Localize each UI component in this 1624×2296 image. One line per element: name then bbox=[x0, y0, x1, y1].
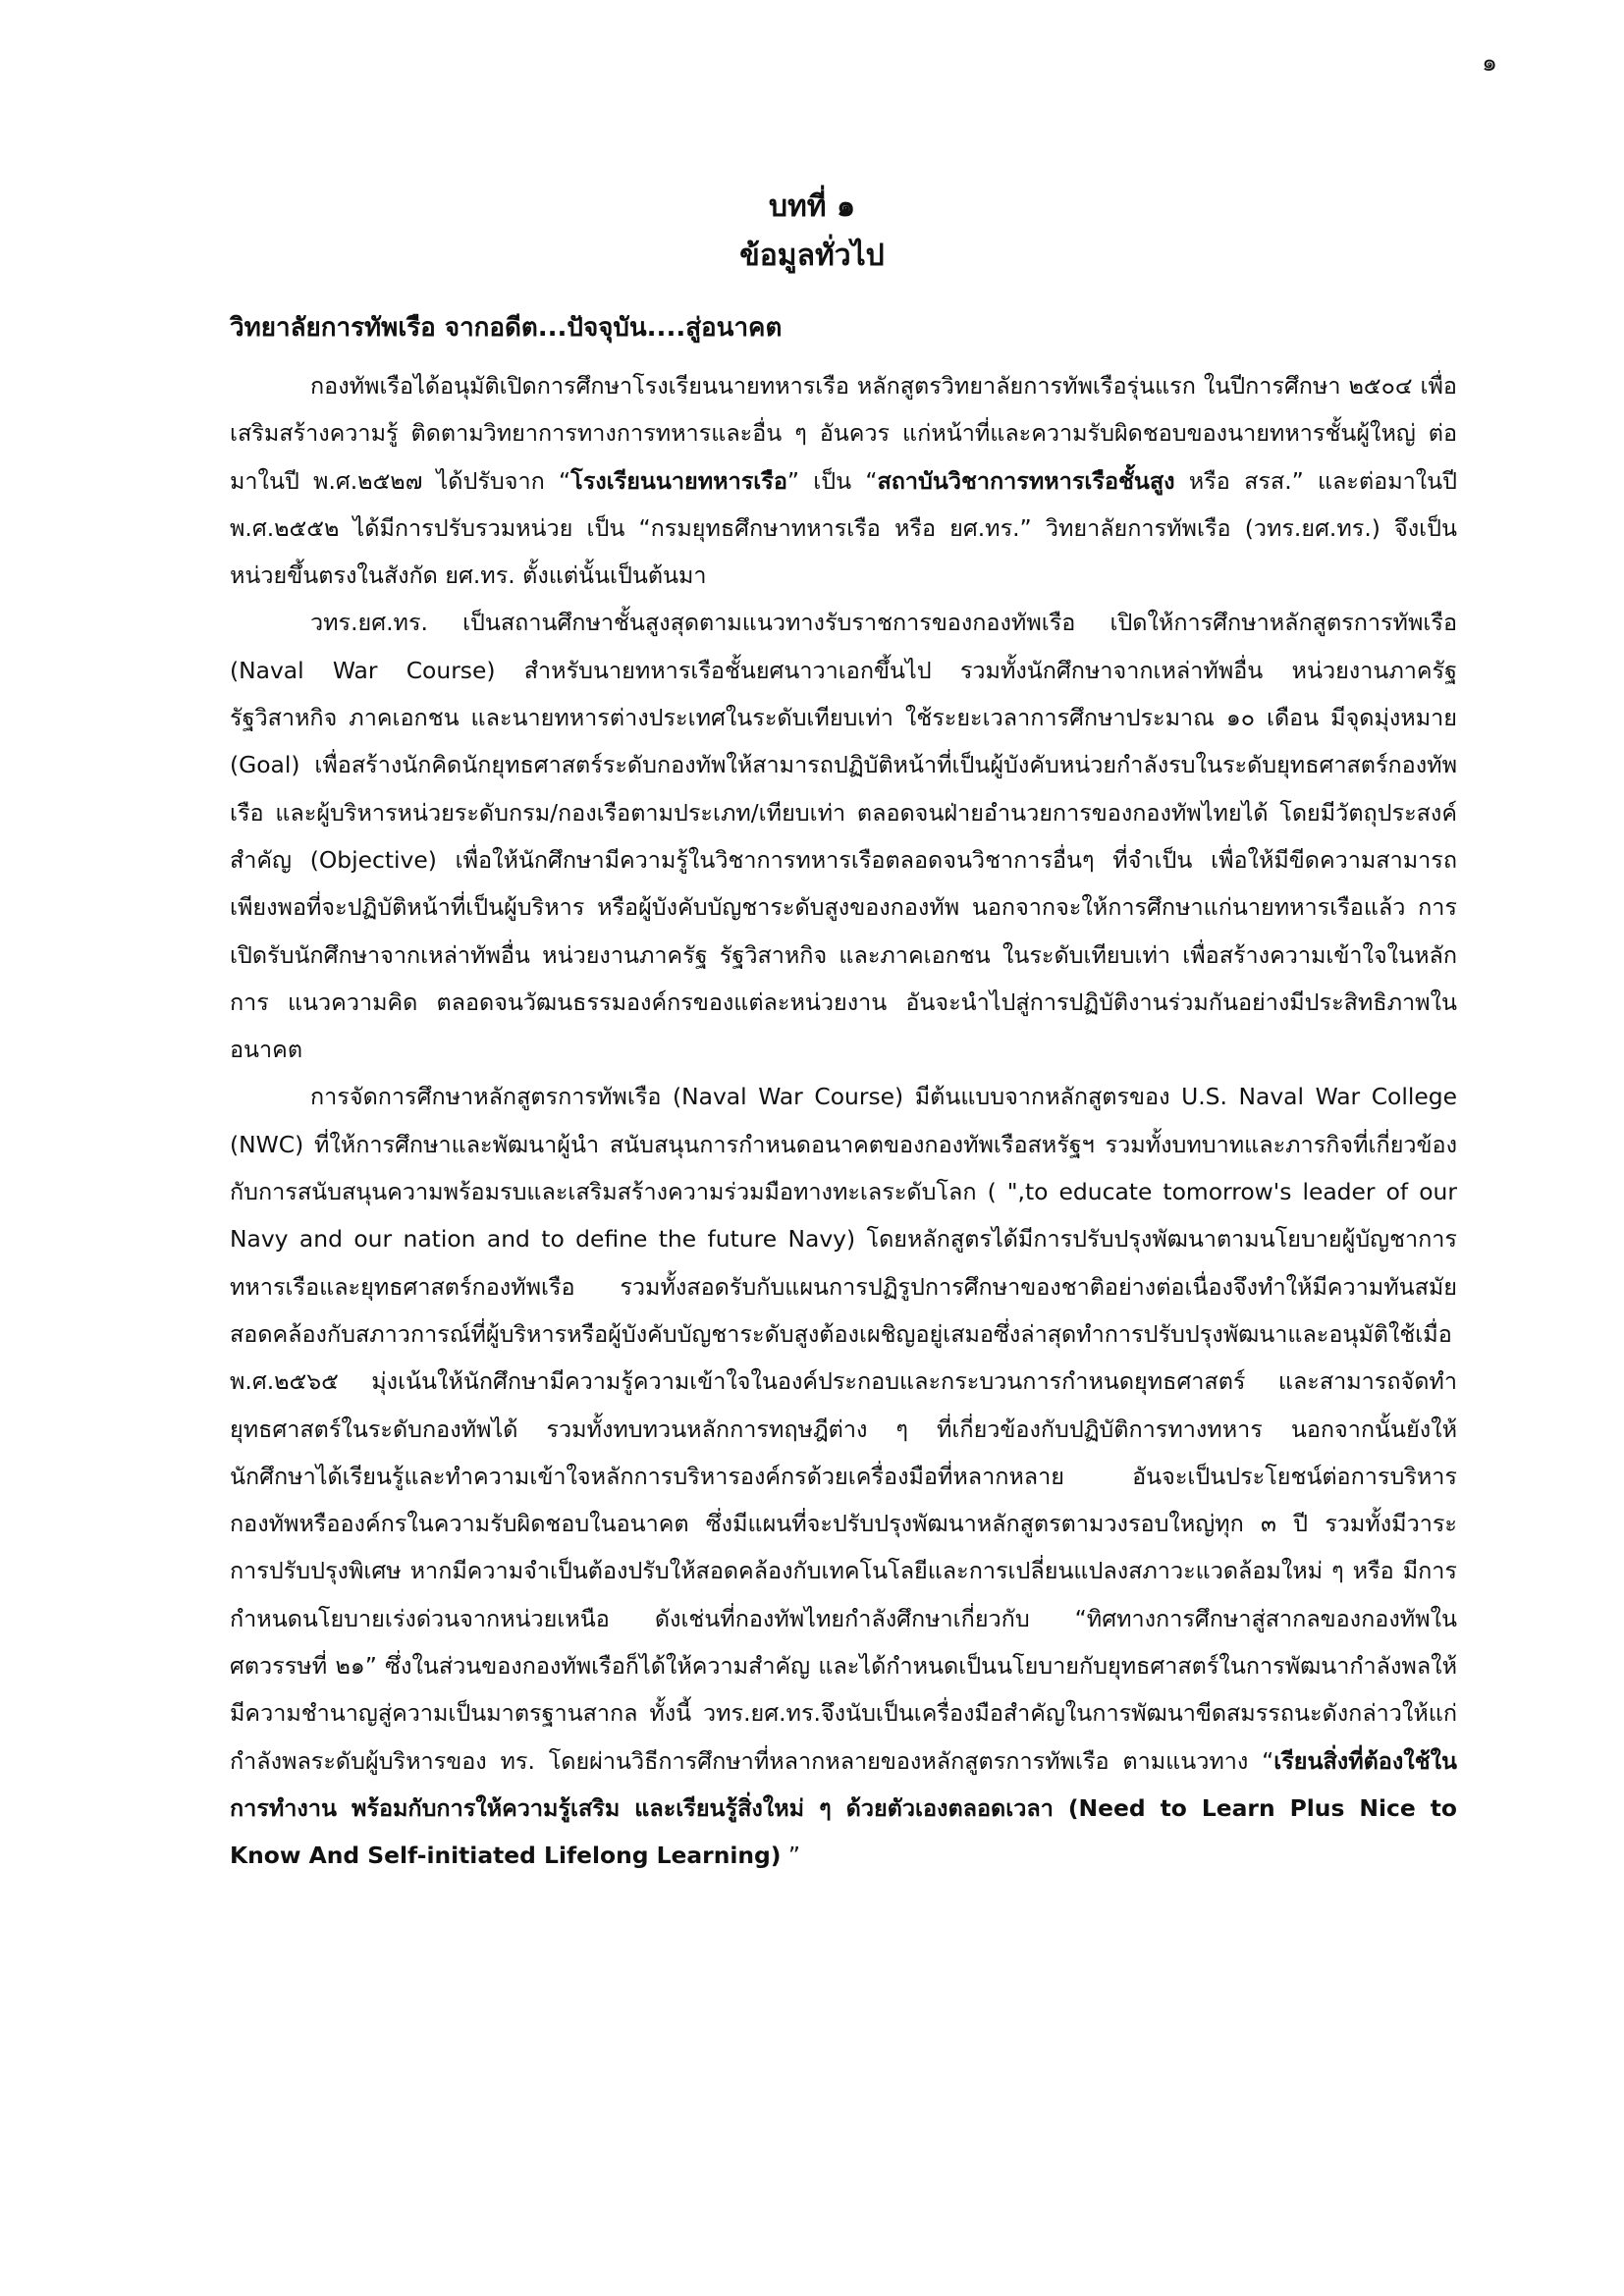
paragraph-curriculum-text-c: ” bbox=[781, 1842, 801, 1870]
paragraph-history-bold-school: โรงเรียนนายทหารเรือ bbox=[570, 466, 787, 495]
paragraph-curriculum-bold-motto: เรียนสิ่งที่ต้องใช้ในการทำงาน พร้อมกับการให้ความรู้เสริม และเรียนรู้สิ่งใหม่ ๆ ด้วยตัวเองตลอดเวลา (Need to Learn Plus Nice to Know And Self-initiated Lifelong Learning) bbox=[230, 1746, 1457, 1870]
paragraph-history-bold-institute: สถาบันวิชาการทหารเรือชั้นสูง bbox=[877, 466, 1175, 495]
body-text bbox=[230, 304, 1457, 1880]
chapter-title: บทที่ ๑ bbox=[768, 189, 856, 224]
paragraph-mission: วทร.ยศ.ทร. เป็นสถานศึกษาชั้นสูงสุดตามแนวทางรับราชการของกองทัพเรือ เปิดให้การศึกษาหลักสูตรการทัพเรือ (Naval War Course) สำหรับนายทหารเรือชั้นยศนาวาเอกขึ้นไป รวมทั้งนักศึกษาจากเหล่าทัพอื่น หน่วยงานภาครัฐ รัฐวิสาหกิจ ภาคเอกชน และนายทหารต่างประเทศในระดับเทียบเท่า ใช้ระยะเวลาการศึกษาประมาณ ๑๐ เดือน มีจุดมุ่งหมาย (Goal) เพื่อสร้างนักคิดนักยุทธศาสตร์ระดับกองทัพให้สามารถปฏิบัติหน้าที่เป็นผู้บังคับหน่วยกำลังรบในระดับยุทธศาสตร์กองทัพเรือ และผู้บริหารหน่วยระดับกรม/กองเรือตามประเภท/เทียบเท่า ตลอดจนฝ่ายอำนวยการของกองทัพไทยได้ โดยมีวัตถุประสงค์สำคัญ (Objective) เพื่อให้นักศึกษามีความรู้ในวิชาการทหารเรือตลอดจนวิชาการอื่นๆ ที่จำเป็น เพื่อให้มีขีดความสามารถเพียงพอที่จะปฏิบัติหน้าที่เป็นผู้บริหาร หรือผู้บังคับบัญชาระดับสูงของกองทัพ นอกจากจะให้การศึกษาแก่นายทหารเรือแล้ว การเปิดรับนักศึกษาจากเหล่าทัพอื่น หน่วยงานภาครัฐ รัฐวิสาหกิจ และภาคเอกชน ในระดับเทียบเท่า เพื่อสร้างความเข้าใจในหลักการ แนวความคิด ตลอดจนวัฒนธรรมองค์กรของแต่ละหน่วยงาน อันจะนำไปสู่การปฏิบัติงานร่วมกันอย่างมีประสิทธิภาพในอนาคต bbox=[230, 609, 1457, 1064]
paragraph-history bbox=[230, 362, 1457, 599]
chapter-heading bbox=[0, 183, 1624, 281]
paragraph-curriculum-text-a: การจัดการศึกษาหลักสูตรการทัพเรือ (Naval War Course) มีต้นแบบจากหลักสูตรของ U.S. Naval War College (NWC) ที่ให้การศึกษาและพัฒนาผู้นำ สนับสนุนการกำหนดอนาคตของกองทัพเรือสหรัฐฯ รวมทั้งบทบาทและภารกิจที่เกี่ยวข้องกับการสนับสนุนความพร้อมรบและเสริมสร้างความร่วมมือทางทะเลระดับโลก ( ",to educate tomorrow's leader of our Navy and our nation and to define the future Navy) โดยหลักสูตรได้มีการปรับปรุงพัฒนาตามนโยบายผู้บัญชาการทหารเรือและยุทธศาสตร์กองทัพเรือ รวมทั้งสอดรับกับแผนการปฏิรูปการศึกษาของชาติอย่างต่อเนื่องจึงทำให้มีความทันสมัย สอดคล้องกับสภาวการณ์ที่ผู้บริหารหรือผู้บังคับบัญชาระดับสูงต้องเผชิญอยู่เสมอซึ่งล่าสุดทำการปรับปรุงพัฒนาและอนุมัติใช้เมื่อ พ.ศ.๒๕๖๕ มุ่งเน้นให้นักศึกษามีความรู้ความเข้าใจในองค์ประกอบและกระบวนการกำหนดยุทธศาสตร์ และสามารถจัดทำยุทธศาสตร์ในระดับกองทัพได้ รวมทั้งทบทวนหลักการทฤษฎีต่าง ๆ ที่เกี่ยวข้องกับปฏิบัติการทางทหาร นอกจากนั้นยังให้นักศึกษาได้เรียนรู้และทำความเข้าใจหลักการบริหารองค์กรด้วยเครื่องมือที่หลากหลาย อันจะเป็นประโยชน์ต่อการบริหารกองทัพหรือองค์กรในความรับผิดชอบในอนาคต ซึ่งมีแผนที่จะปรับปรุงพัฒนาหลักสูตรตามวงรอบใหญ่ทุก ๓ ปี รวมทั้งมีวาระการปรับปรุงพิเศษ หากมีความจำเป็นต้องปรับให้สอดคล้องกับเทคโนโลยีและการเปลี่ยนแปลงสภาวะแวดล้อมใหม่ ๆ หรือ มีการกำหนดนโยบายเร่งด่วนจากหน่วยเหนือ ดังเช่นที่กองทัพไทยกำลังศึกษาเกี่ยวกับ “ทิศทางการศึกษาสู่สากลของกองทัพในศตวรรษที่ ๒๑” ซึ่งในส่วนของกองทัพเรือก็ได้ให้ความสำคัญ และได้กำหนดเป็นนโยบายกับยุทธศาสตร์ในการพัฒนากำลังพลให้มีความชำนาญสู่ความเป็นมาตรฐานสากล ทั้งนี้ วทร.ยศ.ทร.จึงนับเป็นเครื่องมือสำคัญในการพัฒนาขีดสมรรถนะดังกล่าวให้แก่กำลังพลระดับผู้บริหารของ ทร. โดยผ่านวิธีการศึกษาที่หลากหลายของหลักสูตรการทัพเรือ ตามแนวทาง “ bbox=[230, 1083, 1457, 1775]
paragraph-history-text-a: กองทัพเรือได้อนุมัติเปิดการศึกษาโรงเรียนนายทหารเรือ หลักสูตรวิทยาลัยการทัพเรือรุ่นแรก ในปีการศึกษา ๒๕๐๔ เพื่อเสริมสร้างความรู้ ติดตามวิทยาการทางการทหารและอื่น ๆ อันควร แก่หน้าที่และความรับผิดชอบของนายทหารชั้นผู้ใหญ่ ต่อมาในปี พ.ศ.๒๕๒๗ ได้ปรับจาก “ bbox=[230, 372, 1457, 495]
chapter-subtitle: ข้อมูลทั่วไป bbox=[739, 239, 885, 273]
paragraph-curriculum bbox=[230, 1073, 1457, 1879]
paragraph-history-text-c: ” เป็น “ bbox=[786, 466, 878, 495]
page-number: ๑ bbox=[1482, 48, 1498, 77]
section-heading: วิทยาลัยการทัพเรือ จากอดีต...ปัจจุบัน....สู่อนาคต bbox=[230, 313, 783, 343]
paragraph-history-text-e: หรือ สรส.” และต่อมาในปี พ.ศ.๒๕๕๒ ได้มีการปรับรวมหน่วย เป็น “กรมยุทธศึกษาทหารเรือ หรือ ยศ.ทร.” วิทยาลัยการทัพเรือ (วทร.ยศ.ทร.) จึงเป็นหน่วยขึ้นตรงในสังกัด ยศ.ทร. ตั้งแต่นั้นเป็นต้นมา bbox=[230, 466, 1458, 590]
